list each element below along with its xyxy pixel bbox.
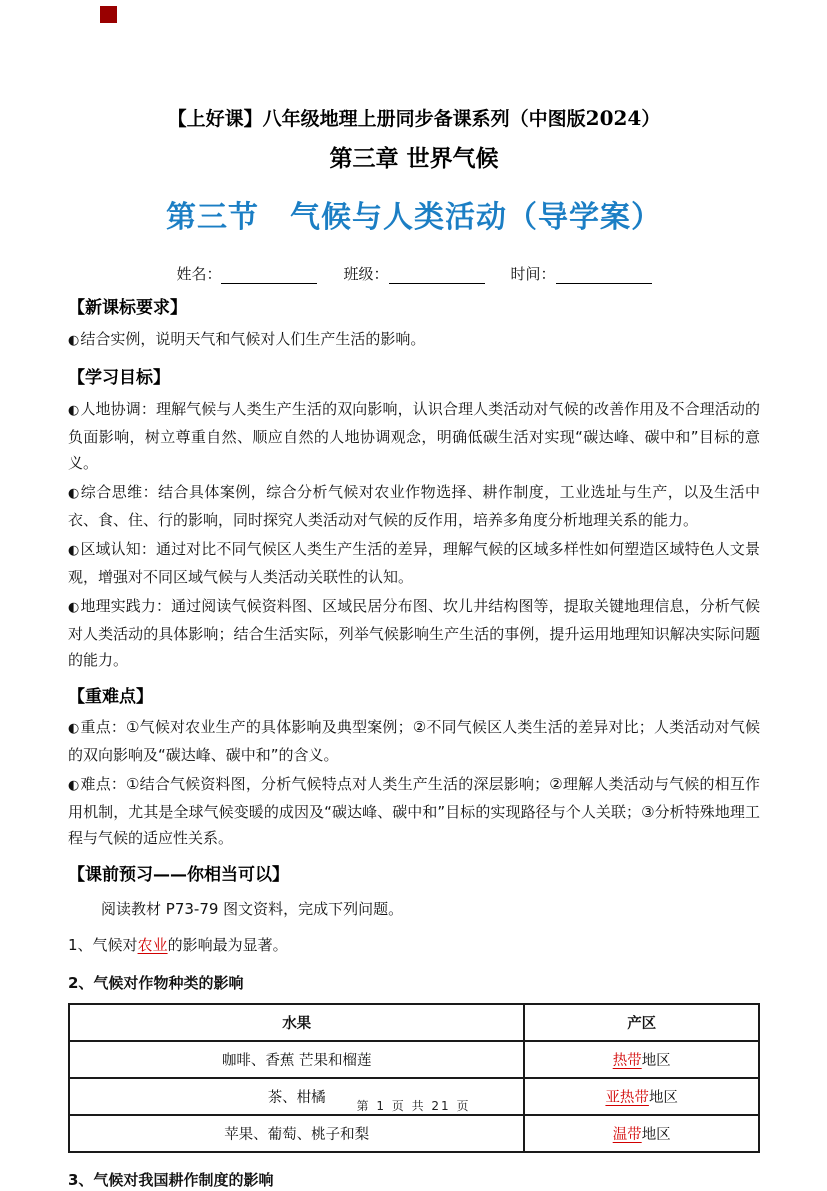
region-rest: 地区	[648, 1090, 678, 1107]
fruit-cell: 苹果、葡萄、桃子和梨	[69, 1115, 524, 1152]
series-title-close: ）	[641, 108, 661, 130]
half-circle-bullet-icon: ◐	[68, 721, 80, 737]
page-indicator: 第 1 页 共 21 页	[356, 1099, 471, 1113]
question-1-suffix: 的影响最为显著。	[167, 936, 288, 955]
half-circle-bullet-icon: ◐	[68, 599, 80, 615]
keypoint-item-text: 难点：①结合气候资料图，分析气候特点对人类生产生活的深层影响；②理解人类活动与气候的相互作用机制，尤其是全球气候变暖的成因及“碳达峰、碳中和”目标的实现路径与个人关联；③分析特殊地理工程与气候的适应性关系。	[68, 775, 760, 848]
student-info-row	[68, 263, 760, 284]
keypoint-item	[68, 771, 760, 851]
objective-item-text: 人地协调：理解气候与人类生产生活的双向影响，认识合理人类活动对气候的改善作用及不合理活动的负面影响，树立尊重自然、顺应自然的人地协调观念，明确低碳生活对实现“碳达峰、碳中和”目标的意义。	[68, 399, 760, 472]
objective-item-text: 区域认知：通过对比不同气候区人类生产生活的差异，理解气候的区域多样性如何塑造区域特色人文景观，增强对不同区域气候与人类活动关联性的认知。	[68, 539, 760, 586]
objective-item	[68, 593, 760, 673]
class-label: 班级：	[343, 265, 389, 284]
name-label: 姓名：	[176, 265, 222, 284]
fruit-region-table	[68, 1003, 760, 1153]
table-header-row	[69, 1004, 759, 1041]
fruit-cell: 茶、柑橘	[69, 1078, 524, 1115]
series-title	[68, 105, 760, 133]
question-1	[68, 934, 760, 956]
time-blank	[556, 269, 652, 284]
section-heading-preview: 【课前预习——你相当可以】	[68, 865, 289, 886]
section-heading-standard: 【新课标要求】	[68, 298, 187, 319]
region-cell	[524, 1041, 759, 1078]
column-header-fruit: 水果	[69, 1004, 524, 1041]
region-rest: 地区	[641, 1053, 671, 1070]
keypoint-item-text: 重点：①气候对农业生产的具体影响及典型案例；②不同气候区人类生活的差异对比；人类活动对气候的双向影响及“碳达峰、碳中和”的含义。	[68, 718, 760, 765]
fruit-cell: 咖啡、香蕉 芒果和榴莲	[69, 1041, 524, 1078]
question-1-answer: 农业	[137, 936, 168, 955]
series-title-text: 【上好课】八年级地理上册同步备课系列（中图版	[167, 108, 586, 130]
class-blank	[389, 269, 485, 284]
objective-item-text: 地理实践力：通过阅读气候资料图、区域民居分布图、坎儿井结构图等，提取关键地理信息，分析气候对人类活动的具体影响；结合生活实际，列举气候影响生产生活的事例，提升运用地理知识解决实际问题的能力。	[68, 596, 760, 669]
region-cell	[524, 1115, 759, 1152]
region-answer: 热带	[612, 1053, 642, 1070]
half-circle-bullet-icon: ◐	[68, 332, 80, 348]
chapter-title: 第三章 世界气候	[329, 145, 499, 172]
half-circle-bullet-icon: ◐	[68, 778, 80, 794]
lesson-title: 第三节 气候与人类活动（导学案）	[166, 199, 662, 235]
question-2-heading: 2、气候对作物种类的影响	[68, 974, 244, 993]
half-circle-bullet-icon: ◐	[68, 485, 80, 501]
section-heading-objectives: 【学习目标】	[68, 367, 170, 388]
half-circle-bullet-icon: ◐	[68, 402, 80, 418]
table-row	[69, 1041, 759, 1078]
standard-item	[68, 326, 760, 354]
objective-item	[68, 536, 760, 590]
question-1-prefix: 1、气候对	[68, 936, 138, 955]
keypoint-item	[68, 714, 760, 768]
section-heading-keypoints: 【重难点】	[68, 686, 153, 707]
name-blank	[221, 269, 317, 284]
region-answer: 亚热带	[605, 1090, 649, 1107]
question-3-heading: 3、气候对我国耕作制度的影响	[68, 1171, 274, 1190]
region-rest: 地区	[641, 1127, 671, 1144]
series-year: 2024	[585, 106, 642, 130]
objective-item	[68, 479, 760, 533]
standard-item-text: 结合实例，说明天气和气候对人们生产生活的影响。	[80, 329, 426, 348]
time-label: 时间：	[510, 265, 556, 284]
preview-intro: 阅读教材 P73-79 图文资料，完成下列问题。	[101, 900, 404, 919]
half-circle-bullet-icon: ◐	[68, 542, 80, 558]
region-answer: 温带	[612, 1127, 642, 1144]
table-row	[69, 1115, 759, 1152]
objective-item	[68, 396, 760, 476]
column-header-region: 产区	[524, 1004, 759, 1041]
objective-item-text: 综合思维：结合具体案例，综合分析气候对农业作物选择、耕作制度，工业选址与生产，以及生活中衣、食、住、行的影响，同时探究人类活动对气候的反作用，培养多角度分析地理关系的能力。	[68, 482, 760, 529]
